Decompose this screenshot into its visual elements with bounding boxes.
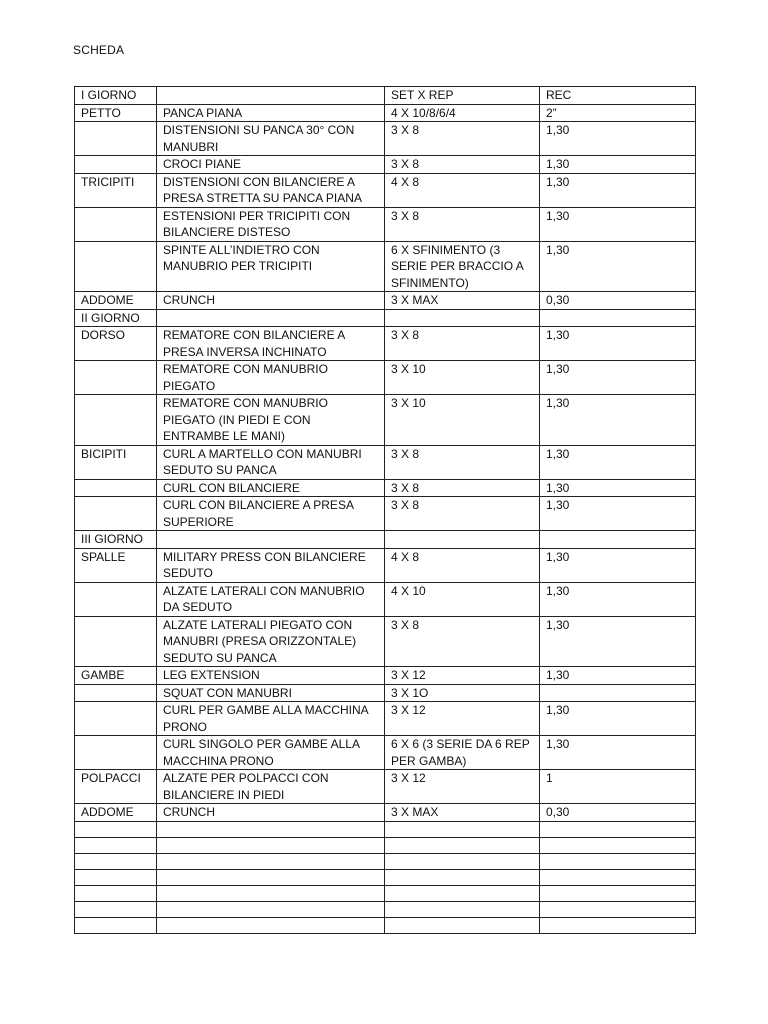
rest-cell: 1,30 bbox=[540, 497, 696, 531]
sets-reps-cell: 3 X 8 bbox=[385, 479, 540, 497]
sets-reps-cell: 3 X 1O bbox=[385, 684, 540, 702]
muscle-group-cell bbox=[75, 395, 157, 446]
muscle-group-cell bbox=[75, 582, 157, 616]
sets-reps-cell bbox=[385, 837, 540, 853]
sets-reps-cell: 4 X 8 bbox=[385, 548, 540, 582]
table-row bbox=[75, 667, 696, 685]
exercise-cell bbox=[157, 531, 385, 549]
table-row bbox=[75, 173, 696, 207]
table-row bbox=[75, 479, 696, 497]
rest-cell: 1,30 bbox=[540, 173, 696, 207]
muscle-group-cell bbox=[75, 479, 157, 497]
exercise-cell: ALZATE PER POLPACCI CON BILANCIERE IN PIEDI bbox=[157, 770, 385, 804]
exercise-cell: SQUAT CON MANUBRI bbox=[157, 684, 385, 702]
sets-reps-cell: 3 X 8 bbox=[385, 327, 540, 361]
muscle-group-cell bbox=[75, 616, 157, 667]
sets-reps-cell: 4 X 10 bbox=[385, 582, 540, 616]
exercise-cell bbox=[157, 309, 385, 327]
muscle-group-cell: PETTO bbox=[75, 104, 157, 122]
sets-reps-cell: 3 X 12 bbox=[385, 667, 540, 685]
muscle-group-cell bbox=[75, 901, 157, 917]
muscle-group-cell bbox=[75, 837, 157, 853]
muscle-group-cell: II GIORNO bbox=[75, 309, 157, 327]
rest-cell: 1,30 bbox=[540, 702, 696, 736]
exercise-cell bbox=[157, 917, 385, 933]
table-row bbox=[75, 104, 696, 122]
exercise-cell: CURL PER GAMBE ALLA MACCHINA PRONO bbox=[157, 702, 385, 736]
muscle-group-cell: BICIPITI bbox=[75, 445, 157, 479]
exercise-cell bbox=[157, 885, 385, 901]
table-row bbox=[75, 853, 696, 869]
rest-cell: 1,30 bbox=[540, 479, 696, 497]
muscle-group-cell bbox=[75, 885, 157, 901]
exercise-cell: REMATORE CON MANUBRIO PIEGATO bbox=[157, 361, 385, 395]
table-row bbox=[75, 885, 696, 901]
muscle-group-cell bbox=[75, 361, 157, 395]
rest-cell: 1,30 bbox=[540, 156, 696, 174]
sets-reps-cell: 3 X MAX bbox=[385, 292, 540, 310]
rest-cell bbox=[540, 821, 696, 837]
muscle-group-cell bbox=[75, 853, 157, 869]
rest-cell bbox=[540, 837, 696, 853]
exercise-cell: CURL CON BILANCIERE A PRESA SUPERIORE bbox=[157, 497, 385, 531]
sets-reps-cell bbox=[385, 917, 540, 933]
exercise-cell: DISTENSIONI CON BILANCIERE A PRESA STRETTA SU PANCA PIANA bbox=[157, 173, 385, 207]
table-row bbox=[75, 837, 696, 853]
muscle-group-cell bbox=[75, 122, 157, 156]
table-header-row bbox=[75, 87, 696, 105]
sets-reps-cell: 3 X 8 bbox=[385, 122, 540, 156]
table-row bbox=[75, 361, 696, 395]
table-row bbox=[75, 804, 696, 822]
table-row bbox=[75, 122, 696, 156]
sets-reps-cell bbox=[385, 853, 540, 869]
table-row bbox=[75, 821, 696, 837]
exercise-cell: CRUNCH bbox=[157, 804, 385, 822]
sets-reps-cell: 3 X 8 bbox=[385, 445, 540, 479]
table-row bbox=[75, 917, 696, 933]
table-row bbox=[75, 736, 696, 770]
table-row bbox=[75, 309, 696, 327]
table-row bbox=[75, 395, 696, 446]
sets-reps-cell: 3 X 8 bbox=[385, 616, 540, 667]
sets-reps-cell: 6 X 6 (3 SERIE DA 6 REP PER GAMBA) bbox=[385, 736, 540, 770]
rest-cell: 1,30 bbox=[540, 582, 696, 616]
rest-cell bbox=[540, 901, 696, 917]
table-row bbox=[75, 770, 696, 804]
rest-cell: 1,30 bbox=[540, 207, 696, 241]
sets-reps-cell bbox=[385, 869, 540, 885]
exercise-cell: DISTENSIONI SU PANCA 30° CON MANUBRI bbox=[157, 122, 385, 156]
rest-cell: 1,30 bbox=[540, 327, 696, 361]
rest-cell: 1,30 bbox=[540, 667, 696, 685]
muscle-group-cell bbox=[75, 207, 157, 241]
rest-cell bbox=[540, 531, 696, 549]
sets-reps-cell bbox=[385, 821, 540, 837]
exercise-cell: ALZATE LATERALI PIEGATO CON MANUBRI (PRESA ORIZZONTALE) SEDUTO SU PANCA bbox=[157, 616, 385, 667]
rest-cell: 1,30 bbox=[540, 616, 696, 667]
rest-cell: 0,30 bbox=[540, 292, 696, 310]
table-row bbox=[75, 582, 696, 616]
rest-cell: 1,30 bbox=[540, 548, 696, 582]
exercise-cell: CRUNCH bbox=[157, 292, 385, 310]
rest-cell bbox=[540, 869, 696, 885]
sets-reps-cell: 4 X 10/8/6/4 bbox=[385, 104, 540, 122]
rest-cell bbox=[540, 684, 696, 702]
muscle-group-cell bbox=[75, 684, 157, 702]
sets-reps-cell: 3 X 8 bbox=[385, 156, 540, 174]
muscle-group-cell: ADDOME bbox=[75, 804, 157, 822]
muscle-group-cell: TRICIPITI bbox=[75, 173, 157, 207]
sets-reps-cell bbox=[385, 531, 540, 549]
muscle-group-cell: III GIORNO bbox=[75, 531, 157, 549]
rest-cell: 1 bbox=[540, 770, 696, 804]
sets-reps-cell: 4 X 8 bbox=[385, 173, 540, 207]
exercise-cell: ESTENSIONI PER TRICIPITI CON BILANCIERE DISTESO bbox=[157, 207, 385, 241]
muscle-group-cell bbox=[75, 869, 157, 885]
sets-reps-cell bbox=[385, 885, 540, 901]
table-row bbox=[75, 702, 696, 736]
table-row bbox=[75, 616, 696, 667]
sets-reps-cell: 3 X 8 bbox=[385, 207, 540, 241]
muscle-group-cell bbox=[75, 821, 157, 837]
muscle-group-cell bbox=[75, 156, 157, 174]
table-row bbox=[75, 156, 696, 174]
rest-cell bbox=[540, 917, 696, 933]
exercise-cell: CROCI PIANE bbox=[157, 156, 385, 174]
exercise-cell bbox=[157, 821, 385, 837]
exercise-cell: LEG EXTENSION bbox=[157, 667, 385, 685]
table-row bbox=[75, 292, 696, 310]
rest-cell bbox=[540, 885, 696, 901]
muscle-group-cell: ADDOME bbox=[75, 292, 157, 310]
muscle-group-cell bbox=[75, 917, 157, 933]
exercise-cell: PANCA PIANA bbox=[157, 104, 385, 122]
muscle-group-cell bbox=[75, 241, 157, 292]
sets-reps-cell: 3 X 12 bbox=[385, 702, 540, 736]
rest-cell bbox=[540, 853, 696, 869]
muscle-group-cell: GAMBE bbox=[75, 667, 157, 685]
exercise-cell: CURL CON BILANCIERE bbox=[157, 479, 385, 497]
rest-cell: REC bbox=[540, 87, 696, 105]
muscle-group-cell: I GIORNO bbox=[75, 87, 157, 105]
table-row bbox=[75, 901, 696, 917]
table-row bbox=[75, 531, 696, 549]
exercise-cell bbox=[157, 853, 385, 869]
table-row bbox=[75, 684, 696, 702]
exercise-cell: CURL A MARTELLO CON MANUBRI SEDUTO SU PANCA bbox=[157, 445, 385, 479]
rest-cell: 1,30 bbox=[540, 445, 696, 479]
rest-cell: 2” bbox=[540, 104, 696, 122]
table-row bbox=[75, 548, 696, 582]
table-row bbox=[75, 207, 696, 241]
sets-reps-cell: 3 X 10 bbox=[385, 361, 540, 395]
sets-reps-cell: 6 X SFINIMENTO (3 SERIE PER BRACCIO A SFINIMENTO) bbox=[385, 241, 540, 292]
exercise-cell: ALZATE LATERALI CON MANUBRIO DA SEDUTO bbox=[157, 582, 385, 616]
muscle-group-cell bbox=[75, 736, 157, 770]
rest-cell: 1,30 bbox=[540, 361, 696, 395]
muscle-group-cell bbox=[75, 702, 157, 736]
sets-reps-cell: 3 X 12 bbox=[385, 770, 540, 804]
sets-reps-cell bbox=[385, 309, 540, 327]
rest-cell: 1,30 bbox=[540, 241, 696, 292]
document-title: SCHEDA bbox=[73, 43, 125, 57]
table-row bbox=[75, 497, 696, 531]
exercise-cell bbox=[157, 837, 385, 853]
sets-reps-cell: 3 X 8 bbox=[385, 497, 540, 531]
workout-table-body bbox=[75, 87, 696, 934]
muscle-group-cell: SPALLE bbox=[75, 548, 157, 582]
sets-reps-cell: 3 X 10 bbox=[385, 395, 540, 446]
exercise-cell: CURL SINGOLO PER GAMBE ALLA MACCHINA PRONO bbox=[157, 736, 385, 770]
muscle-group-cell: DORSO bbox=[75, 327, 157, 361]
exercise-cell: REMATORE CON BILANCIERE A PRESA INVERSA INCHINATO bbox=[157, 327, 385, 361]
rest-cell: 1,30 bbox=[540, 122, 696, 156]
muscle-group-cell bbox=[75, 497, 157, 531]
sets-reps-cell: SET X REP bbox=[385, 87, 540, 105]
rest-cell: 1,30 bbox=[540, 395, 696, 446]
exercise-cell bbox=[157, 87, 385, 105]
workout-table bbox=[74, 86, 696, 934]
sets-reps-cell: 3 X MAX bbox=[385, 804, 540, 822]
rest-cell: 0,30 bbox=[540, 804, 696, 822]
table-row bbox=[75, 445, 696, 479]
exercise-cell bbox=[157, 901, 385, 917]
exercise-cell: REMATORE CON MANUBRIO PIEGATO (IN PIEDI E CON ENTRAMBE LE MANI) bbox=[157, 395, 385, 446]
sets-reps-cell bbox=[385, 901, 540, 917]
table-row bbox=[75, 241, 696, 292]
exercise-cell: MILITARY PRESS CON BILANCIERE SEDUTO bbox=[157, 548, 385, 582]
rest-cell bbox=[540, 309, 696, 327]
exercise-cell bbox=[157, 869, 385, 885]
exercise-cell: SPINTE ALL’INDIETRO CON MANUBRIO PER TRICIPITI bbox=[157, 241, 385, 292]
table-row bbox=[75, 327, 696, 361]
rest-cell: 1,30 bbox=[540, 736, 696, 770]
table-row bbox=[75, 869, 696, 885]
muscle-group-cell: POLPACCI bbox=[75, 770, 157, 804]
